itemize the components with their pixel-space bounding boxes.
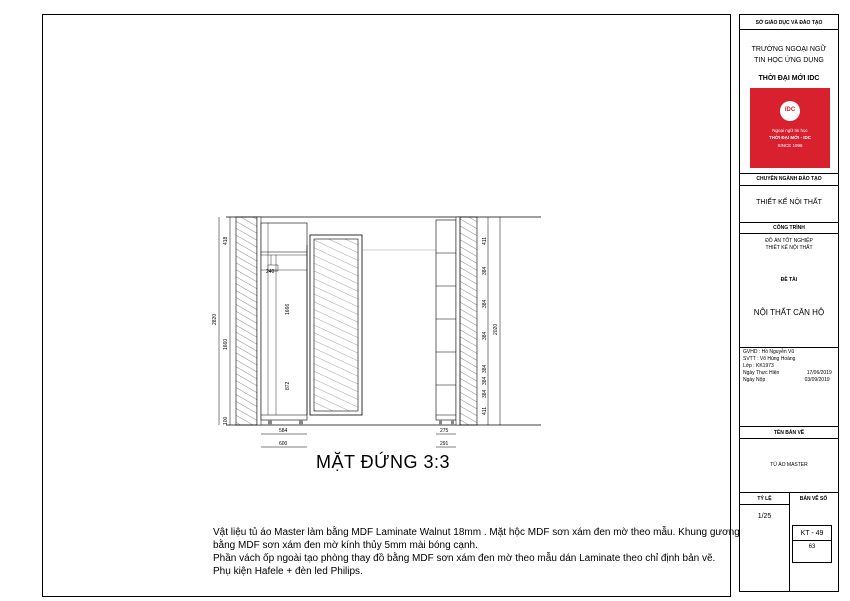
dim-bottom-291: 291: [440, 441, 449, 447]
info-submit-date: Ngày Nộp 03/09/2019: [743, 377, 830, 383]
logo-text: THỜI ĐẠI MỚI - IDC: [769, 135, 811, 140]
dim-right-6: 384: [482, 376, 488, 385]
note-line: bằng MDF sơn xám đen mờ kính thủy 5mm mài bóng cạnh.: [213, 540, 478, 551]
topic-value: NỘI THẤT CĂN HỘ: [753, 308, 825, 317]
dim-right-5: 384: [482, 364, 488, 373]
dim-right-8: 411: [482, 407, 488, 415]
note-line: Phần vách ốp ngoài tạo phòng thay đồ bằng MDF sơn xám đen mờ theo mẫu dán Laminate theo chỉ định bản vẽ.: [213, 553, 716, 564]
topic-label: ĐỀ TÀI: [780, 277, 798, 283]
elevation-drawing: [212, 210, 536, 455]
school-line-1: TRƯỜNG NGOẠI NGỮ: [751, 46, 827, 53]
info-lop: Lớp : KK1973: [743, 363, 774, 369]
idc-logo: [750, 88, 830, 168]
drawing-title: MẶT ĐỨNG 3:3: [316, 452, 451, 472]
dept-label: SỞ GIÁO DỤC VÀ ĐÀO TẠO: [755, 20, 823, 26]
note-line: Vật liệu tủ áo Master làm bằng MDF Laminate Walnut 18mm . Mặt hộc MDF sơn xám đen mờ theo mẫu. Khung gương: [213, 527, 740, 538]
sheet-code: KT - 49: [800, 530, 824, 537]
title-block: [739, 14, 839, 592]
sheet-page: 63: [808, 544, 816, 550]
sheet-name: TỦ ÁO MASTER: [770, 462, 808, 468]
material-notes: [213, 526, 740, 578]
major-label: CHUYÊN NGÀNH ĐÀO TẠO: [756, 176, 822, 182]
dim-left-bottom: 100: [223, 416, 229, 425]
school-line-2: TIN HỌC ỨNG DỤNG: [754, 57, 824, 64]
project-line-2: THIẾT KẾ NỘI THẤT: [765, 245, 813, 251]
dim-bottom-275: 275: [440, 428, 449, 434]
info-start-date: Ngày Thực Hiện 17/06/2019: [743, 370, 832, 376]
logo-text: Ngoại ngữ tin học: [772, 128, 808, 133]
dim-top-shelf: 240: [266, 269, 275, 275]
school-name: THỜI ĐẠI MỚI IDC: [758, 75, 820, 82]
dim-inner-lower: 872: [285, 381, 291, 390]
project-label: CÔNG TRÌNH: [773, 225, 805, 231]
logo-mark: IDC: [780, 101, 800, 121]
note-line: Phụ kiện Hafele + đèn led Philips.: [213, 566, 363, 577]
dim-inner-upper: 1666: [285, 303, 291, 315]
info-gvhd: GVHD : Hồ Nguyễn Vũ: [743, 349, 795, 355]
sheet-name-label: TÊN BẢN VẼ: [773, 430, 805, 436]
dim-right-1: 411: [482, 237, 488, 245]
major-value: THIẾT KẾ NỘI THẤT: [756, 199, 822, 206]
dim-right-3: 384: [482, 299, 488, 308]
dim-right-2: 384: [482, 266, 488, 275]
dim-right-4: 384: [482, 331, 488, 340]
dim-left-top: 418: [223, 236, 229, 245]
dim-bottom-584: 584: [279, 428, 288, 434]
sheet-no-label: BẢN VẼ SỐ: [799, 496, 828, 502]
scale-label: TỶ LỆ: [757, 496, 772, 502]
project-line-1: ĐỒ ÁN TỐT NGHIỆP: [765, 238, 813, 244]
dim-left-overall: 2820: [212, 313, 218, 325]
dim-right-7: 384: [482, 389, 488, 398]
logo-text: SINCE 1996: [777, 143, 803, 148]
dim-bottom-600: 600: [279, 441, 288, 447]
dim-left-upper: 1660: [223, 338, 229, 350]
info-svtt: SVTT : Võ Hùng Hoàng: [743, 356, 796, 362]
scale-value: 1/25: [757, 513, 772, 520]
sheet-code-box: [792, 525, 832, 563]
dim-right-overall: 2020: [493, 323, 499, 335]
